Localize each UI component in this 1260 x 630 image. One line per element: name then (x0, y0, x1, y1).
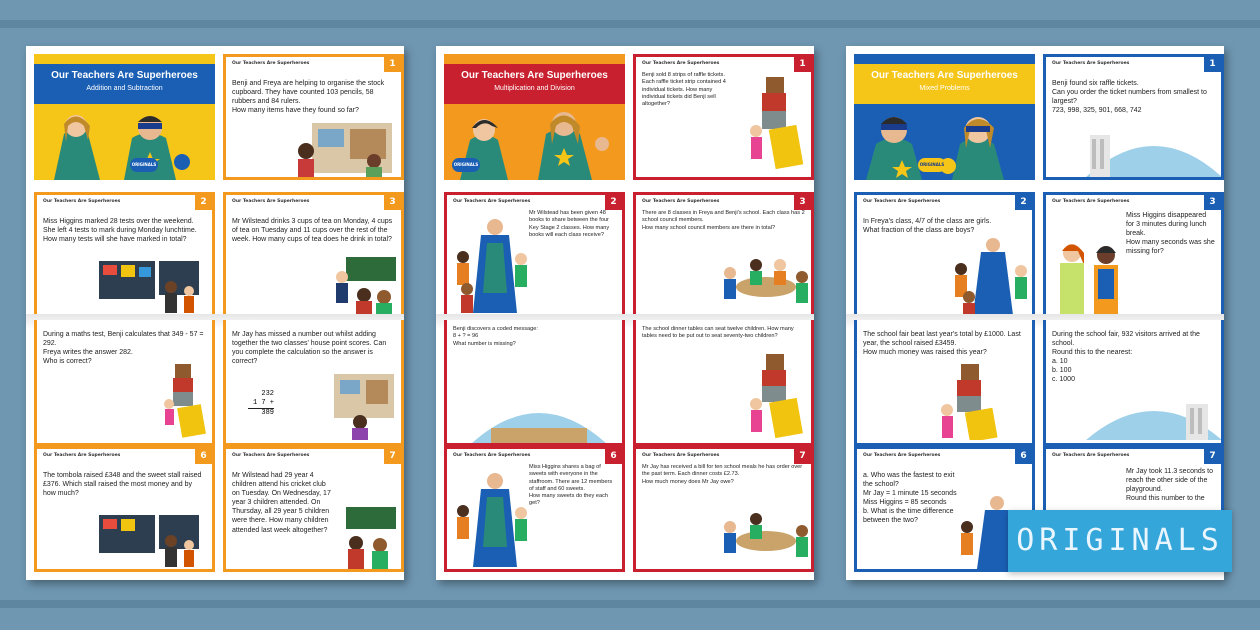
card-question: Mr Wilstead has been given 48 books to share between the four Key Stage 2 classes. How many books will each class receive? (529, 210, 610, 238)
title-band (444, 64, 625, 104)
card-header: Our Teachers Are Superheroes (1052, 199, 1130, 204)
noticeboard-illustration (97, 257, 209, 315)
logo-text: ORIGINALS (453, 162, 479, 167)
card-header: Our Teachers Are Superheroes (453, 199, 531, 204)
card-header: Our Teachers Are Superheroes (43, 453, 121, 458)
subtitle: Mixed Problems (919, 85, 970, 92)
subtitle: Multiplication and Division (494, 85, 575, 92)
task-card-4 (34, 320, 215, 446)
task-card-7 (633, 446, 814, 572)
card-question: Mr Wilstead drinks 3 cups of tea on Monday, 4 cups of tea on Tuesday and 11 cups over the rest of the week. How many cups of tea does he drink in total? (232, 218, 393, 244)
card-question: During a maths test, Benji calculates that 349 - 57 = 292. Freya writes the answer 282. Who is correct? (43, 331, 204, 366)
task-card-6 (34, 446, 215, 572)
title: Our Teachers Are Superheroes (871, 70, 1018, 81)
two-people-illustration (1048, 235, 1132, 315)
card-question: The school fair beat last year's total by £1000. Last year, the school raised £3459. How much money was raised this year? (863, 331, 1021, 357)
task-card-6 (444, 446, 625, 572)
task-card-5 (1043, 320, 1224, 446)
card-question: In Freya's class, 4/7 of the class are girls. What fraction of the class are boys? (863, 218, 992, 235)
table-meeting-illustration (716, 501, 812, 569)
card-header: Our Teachers Are Superheroes (453, 453, 531, 458)
superhero-teachers-illustration (44, 104, 204, 180)
card-question: Miss Higgins shares a bag of sweets with everyone in the staffroom. There are 12 members of staff and 60 sweets. How many sweets do they each get? (529, 464, 613, 507)
card-header: Our Teachers Are Superheroes (232, 199, 310, 204)
teacher-with-children-illustration (451, 213, 529, 315)
title: Our Teachers Are Superheroes (461, 70, 608, 81)
card-question: Mr Jay took 11.3 seconds to reach the other side of the playground. Round this number to the (1126, 468, 1214, 503)
background-stripe (0, 600, 1260, 608)
card-number: 7 (794, 449, 811, 464)
task-card-1 (223, 54, 404, 180)
logo-badge (130, 158, 158, 172)
task-card-1 (1043, 54, 1224, 180)
calc-line-1: 232 (261, 390, 274, 398)
calc-line-2: 1 7 + (252, 398, 274, 407)
card-question: a. Who was the fastest to exit the school? Mr Jay = 1 minute 15 seconds Miss Higgins = 85 seconds b. What is the time difference between the two? (863, 472, 957, 525)
card-question: Mr Wilstead had 29 year 4 children attend his cricket club on Tuesday. On Wednesday, 17 year 3 children attended. On Thursday, all 29 year 5 children were there. How many children attended last week altogether? (232, 472, 331, 534)
task-card-5 (223, 320, 404, 446)
table-meeting-illustration (716, 247, 812, 315)
card-number: 1 (794, 57, 811, 72)
school-building-illustration (1086, 129, 1222, 177)
noticeboard-illustration (97, 511, 209, 569)
card-question: Benji discovers a coded message: 8 + ? = 96 What number is missing? (453, 326, 538, 347)
card-header: Our Teachers Are Superheroes (1052, 453, 1130, 458)
task-card-2 (854, 192, 1035, 318)
title-card (34, 54, 215, 180)
card-header: Our Teachers Are Superheroes (232, 453, 310, 458)
card-question: Mr Jay has received a bill for ten school meals he has order over the past term. Each dinner costs £2.73. How much money does Mr Jay owe? (642, 464, 803, 485)
card-number: 3 (1204, 195, 1221, 210)
ladder-illustration (937, 360, 1007, 440)
playground-illustration (471, 392, 607, 444)
logo-badge (452, 158, 480, 172)
card-header: Our Teachers Are Superheroes (232, 61, 310, 66)
card-number: 3 (384, 195, 401, 210)
title-band (34, 64, 215, 104)
card-number: 2 (1015, 195, 1032, 210)
classroom-illustration (326, 370, 402, 440)
card-question: The tombola raised £348 and the sweet stall raised £376. Which stall raised the most money and by how much? (43, 472, 202, 498)
card-header: Our Teachers Are Superheroes (1052, 61, 1130, 66)
worksheet-mixed-problems (846, 46, 1224, 580)
card-header: Our Teachers Are Superheroes (43, 199, 121, 204)
card-number: 7 (1204, 449, 1221, 464)
card-number: 6 (605, 449, 622, 464)
task-card-4 (444, 320, 625, 446)
teacher-with-children-illustration (949, 235, 1033, 315)
school-building-illustration (1086, 396, 1222, 440)
card-number: 2 (605, 195, 622, 210)
card-header: Our Teachers Are Superheroes (642, 61, 720, 66)
task-card-3 (223, 192, 404, 318)
card-question: Benji sold 8 strips of raffle tickets. Each raffle ticket strip contained 4 individual tickets. How many individual tickets did Benji sell altogether? (642, 72, 726, 108)
logo-text: ORIGINALS (919, 162, 945, 167)
subtitle: Addition and Subtraction (86, 85, 163, 92)
task-card-3 (633, 192, 814, 318)
card-question: Mr Jay has missed a number out whilst adding together the two classes' house point scores. Can you complete the calculation so the answer is correct? (232, 331, 387, 366)
task-card-5 (633, 320, 814, 446)
card-number: 1 (384, 57, 401, 72)
card-question: Benji and Freya are helping to organise the stock cupboard. They have counted 103 pencils, 58 rubbers and 84 rulers. How many items have they found so far? (232, 80, 385, 115)
calc-line-3: 389 (248, 408, 274, 418)
card-header: Our Teachers Are Superheroes (863, 199, 941, 204)
teacher-with-children-illustration (451, 467, 529, 569)
card-question: Miss Higgins disappeared for 3 minutes during lunch break. How many seconds was she missing for? (1126, 212, 1215, 256)
card-header: Our Teachers Are Superheroes (642, 199, 720, 204)
task-card-4 (854, 320, 1035, 446)
card-number: 3 (794, 195, 811, 210)
card-number: 1 (1204, 57, 1221, 72)
background-stripe (0, 20, 1260, 28)
card-number: 6 (1015, 449, 1032, 464)
card-question: During the school fair, 932 visitors arrived at the school. Round this to the nearest: a. 10 b. 100 c. 1000 (1052, 331, 1200, 384)
worksheet-addition-subtraction (26, 46, 404, 580)
task-card-7 (223, 446, 404, 572)
calculation (248, 390, 274, 417)
card-number: 7 (384, 449, 401, 464)
task-card-2 (34, 192, 215, 318)
title: Our Teachers Are Superheroes (51, 70, 198, 81)
card-number: 6 (195, 449, 212, 464)
card-question: Miss Higgins marked 28 tests over the weekend. She left 4 tests to mark during Monday lunchtime. How many tests will she have marked in total? (43, 218, 197, 244)
task-card-1 (633, 54, 814, 180)
card-question: The school dinner tables can seat twelve children. How many tables need to be put out to seat seventy-two children? (642, 326, 794, 340)
originals-banner: ORIGINALS (1008, 510, 1232, 572)
card-header: Our Teachers Are Superheroes (863, 453, 941, 458)
logo-badge (918, 158, 946, 172)
class-illustration (334, 505, 402, 569)
ladder-illustration (748, 69, 812, 177)
card-question: Benji found six raffle tickets. Can you order the ticket numbers from smallest to largest? 723, 998, 325, 901, 668, 742 (1052, 80, 1207, 115)
card-header: Our Teachers Are Superheroes (642, 453, 720, 458)
task-card-3 (1043, 192, 1224, 318)
card-question: There are 8 classes in Freya and Benji's school. Each class has 2 school council members. How many school council members are there in total? (642, 210, 805, 231)
logo-text: ORIGINALS (131, 162, 157, 167)
card-number: 2 (195, 195, 212, 210)
title-band (854, 64, 1035, 104)
ladder-illustration (748, 350, 812, 440)
worksheet-multiplication-division (436, 46, 814, 580)
ladder-illustration (161, 358, 211, 438)
task-card-2 (444, 192, 625, 318)
class-illustration (326, 255, 402, 315)
classroom-illustration (292, 121, 400, 177)
